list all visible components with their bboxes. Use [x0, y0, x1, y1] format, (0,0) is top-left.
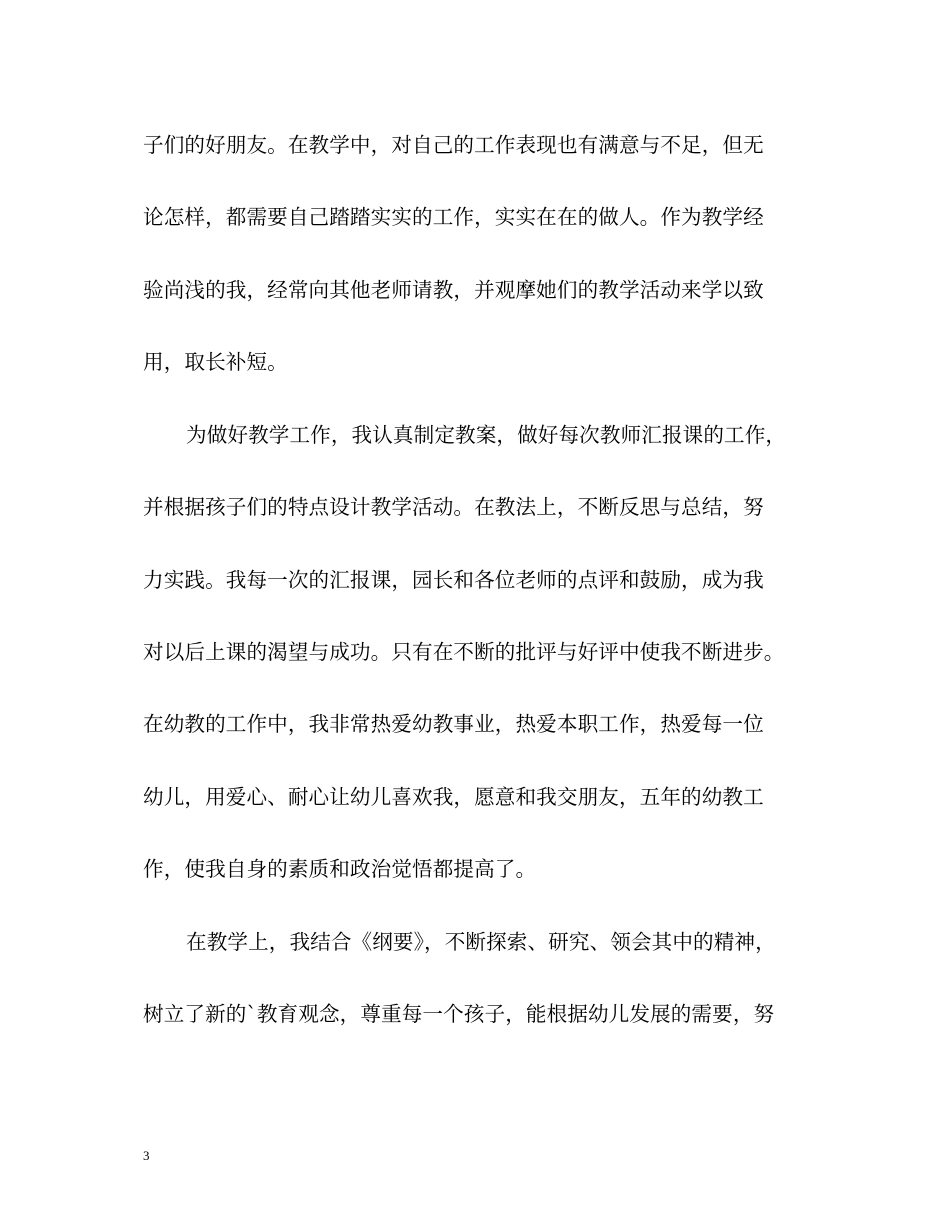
text-line-10: 幼儿，用爱心、耐心让幼儿喜欢我，愿意和我交朋友，五年的幼教工 — [143, 785, 764, 809]
text-line-6: 并根据孩子们的特点设计教学活动。在教法上，不断反思与总结，努 — [143, 495, 764, 519]
text-line-12: 在教学上，我结合《纲要》，不断探索、研究、领会其中的精神， — [186, 930, 776, 954]
page-number: 3 — [143, 1148, 150, 1163]
text-line-2: 论怎样，都需要自己踏踏实实的工作，实实在在的做人。作为教学经 — [143, 205, 764, 229]
text-line-5: 为做好教学工作，我认真制定教案，做好每次教师汇报课的工作， — [186, 423, 787, 447]
text-line-3: 验尚浅的我，经常向其他老师请教，并观摩她们的教学活动来学以致 — [143, 278, 764, 302]
text-line-4: 用，取长补短。 — [143, 350, 288, 374]
text-line-7: 力实践。我每一次的汇报课，园长和各位老师的点评和鼓励，成为我 — [143, 568, 764, 592]
text-line-1: 子们的好朋友。在教学中，对自己的工作表现也有满意与不足，但无 — [143, 133, 764, 157]
text-line-9: 在幼教的工作中，我非常热爱幼教事业，热爱本职工作，热爱每一位 — [143, 712, 764, 736]
text-line-11: 作，使我自身的素质和政治觉悟都提高了。 — [143, 857, 537, 881]
text-line-8: 对以后上课的渴望与成功。只有在不断的批评与好评中使我不断进步。 — [143, 640, 785, 664]
text-line-13: 树立了新的`教育观念，尊重每一个孩子，能根据幼儿发展的需要，努 — [143, 1002, 775, 1026]
